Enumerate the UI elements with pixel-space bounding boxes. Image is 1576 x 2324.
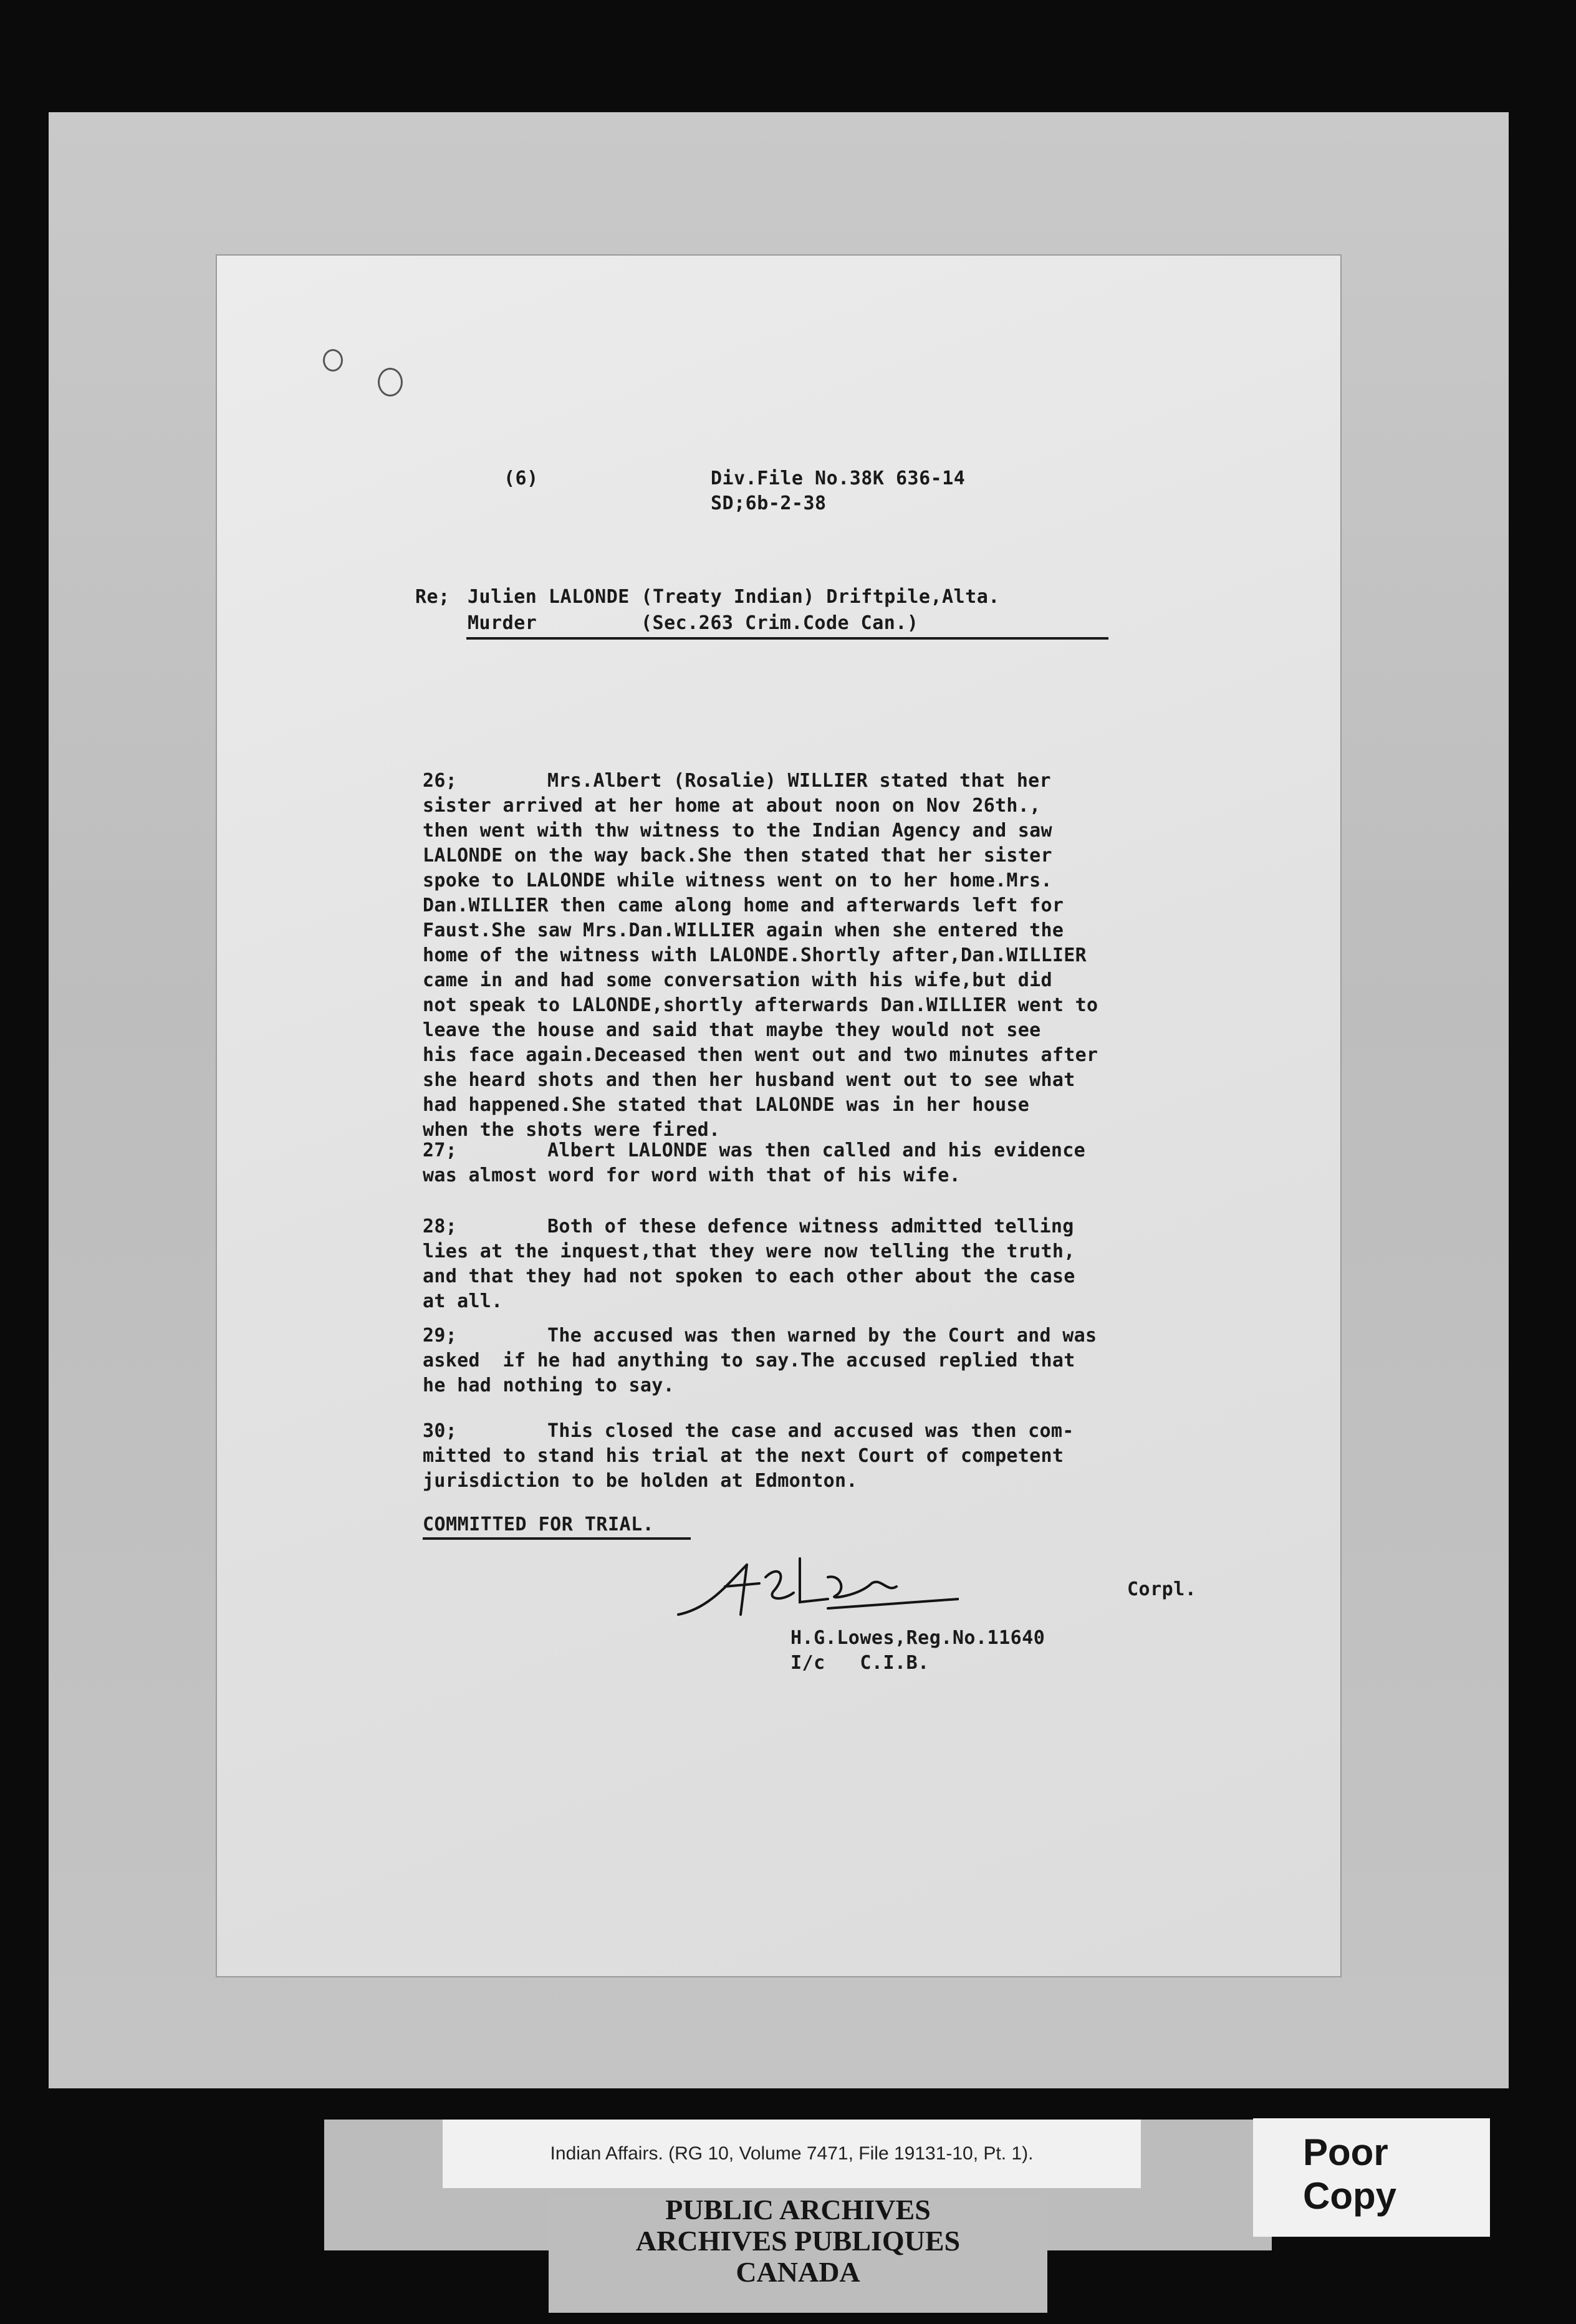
paragraph-line: home of the witness with LALONDE.Shortly after,Dan.WILLIER — [423, 944, 1087, 966]
paragraph-line: Both of these defence witness admitted telling — [547, 1216, 1074, 1237]
signatory-name: H.G.Lowes,Reg.No.11640 — [790, 1627, 1045, 1649]
paragraph-line: This closed the case and accused was then com- — [547, 1420, 1074, 1442]
re-label: Re; — [415, 586, 450, 608]
poor-copy-stamp — [1253, 2118, 1490, 2237]
paragraph-line: leave the house and said that maybe they would not see — [423, 1019, 1041, 1041]
subject-charge: Murder — [468, 612, 537, 634]
archives-stamp — [549, 2194, 1047, 2313]
paragraph-line: jurisdiction to be holden at Edmonton. — [423, 1470, 858, 1492]
typed-document-page — [217, 256, 1340, 1976]
poor-copy-text: Poor Copy — [1303, 2131, 1396, 2217]
rank: Corpl. — [1127, 1578, 1197, 1600]
paragraph-line: Mrs.Albert (Rosalie) WILLIER stated that her — [547, 770, 1051, 792]
paragraph-line: sister arrived at her home at about noon on Nov 26th., — [423, 795, 1041, 817]
paragraph-line: was almost word for word with that of his wife. — [423, 1164, 961, 1186]
paragraph-number: 27; — [423, 1140, 458, 1161]
file-reference: Div.File No.38K 636-14 — [711, 468, 966, 489]
paragraph-line: and that they had not spoken to each other about the case — [423, 1265, 1075, 1287]
paragraph-line: had happened.She stated that LALONDE was in her house — [423, 1094, 1030, 1116]
paragraph-number: 26; — [423, 770, 458, 792]
paragraph-line: asked if he had anything to say.The accused replied that — [423, 1350, 1075, 1371]
punch-hole-mark — [323, 349, 343, 372]
paragraph-line: she heard shots and then her husband went out to see what — [423, 1069, 1075, 1091]
source-citation-text: Indian Affairs. (RG 10, Volume 7471, File 19131-10, Pt. 1). — [550, 2143, 1034, 2164]
archives-line-french: ARCHIVES PUBLIQUES — [635, 2225, 961, 2257]
paragraph-line: Dan.WILLIER then came along home and afterwards left for — [423, 895, 1064, 916]
paragraph-number: 30; — [423, 1420, 458, 1442]
paragraph-line: The accused was then warned by the Court and was — [547, 1325, 1097, 1347]
paragraph-line: Faust.She saw Mrs.Dan.WILLIER again when she entered the — [423, 920, 1064, 941]
paragraph-line: came in and had some conversation with his wife,but did — [423, 969, 1052, 991]
paragraph-number: 28; — [423, 1216, 458, 1237]
committed-for-trial: COMMITTED FOR TRIAL. — [423, 1514, 655, 1535]
paragraph-line: at all. — [423, 1290, 503, 1312]
punch-hole-mark — [378, 368, 403, 396]
page-number: (6) — [504, 468, 539, 489]
status-underline — [423, 1537, 691, 1540]
subject-underline — [466, 637, 1108, 640]
archives-line-country: CANADA — [736, 2256, 860, 2288]
paragraph-line: lies at the inquest,that they were now telling the truth, — [423, 1241, 1075, 1262]
file-reference-sub: SD;6b-2-38 — [711, 492, 827, 514]
archives-line-english: PUBLIC ARCHIVES — [665, 2194, 931, 2226]
paragraph-line: spoke to LALONDE while witness went on to her home.Mrs. — [423, 870, 1052, 891]
signatory-title: I/c C.I.B. — [790, 1652, 930, 1674]
paragraph-line: LALONDE on the way back.She then stated that her sister — [423, 845, 1052, 867]
handwritten-signature — [672, 1540, 959, 1627]
paragraph-line: Albert LALONDE was then called and his evidence — [547, 1140, 1085, 1161]
paragraph-line: then went with thw witness to the Indian Agency and saw — [423, 820, 1052, 842]
subject-line: Julien LALONDE (Treaty Indian) Driftpile,Alta. — [468, 586, 1000, 608]
paragraph-line: mitted to stand his trial at the next Court of competent — [423, 1445, 1064, 1467]
paragraph-line: his face again.Deceased then went out and two minutes after — [423, 1044, 1098, 1066]
paragraph-line: he had nothing to say. — [423, 1375, 675, 1396]
paragraph-line: when the shots were fired. — [423, 1119, 721, 1141]
subject-section: (Sec.263 Crim.Code Can.) — [641, 612, 919, 634]
paragraph-line: not speak to LALONDE,shortly afterwards Dan.WILLIER went to — [423, 994, 1098, 1016]
source-citation — [443, 2120, 1141, 2188]
paragraph-number: 29; — [423, 1325, 458, 1347]
